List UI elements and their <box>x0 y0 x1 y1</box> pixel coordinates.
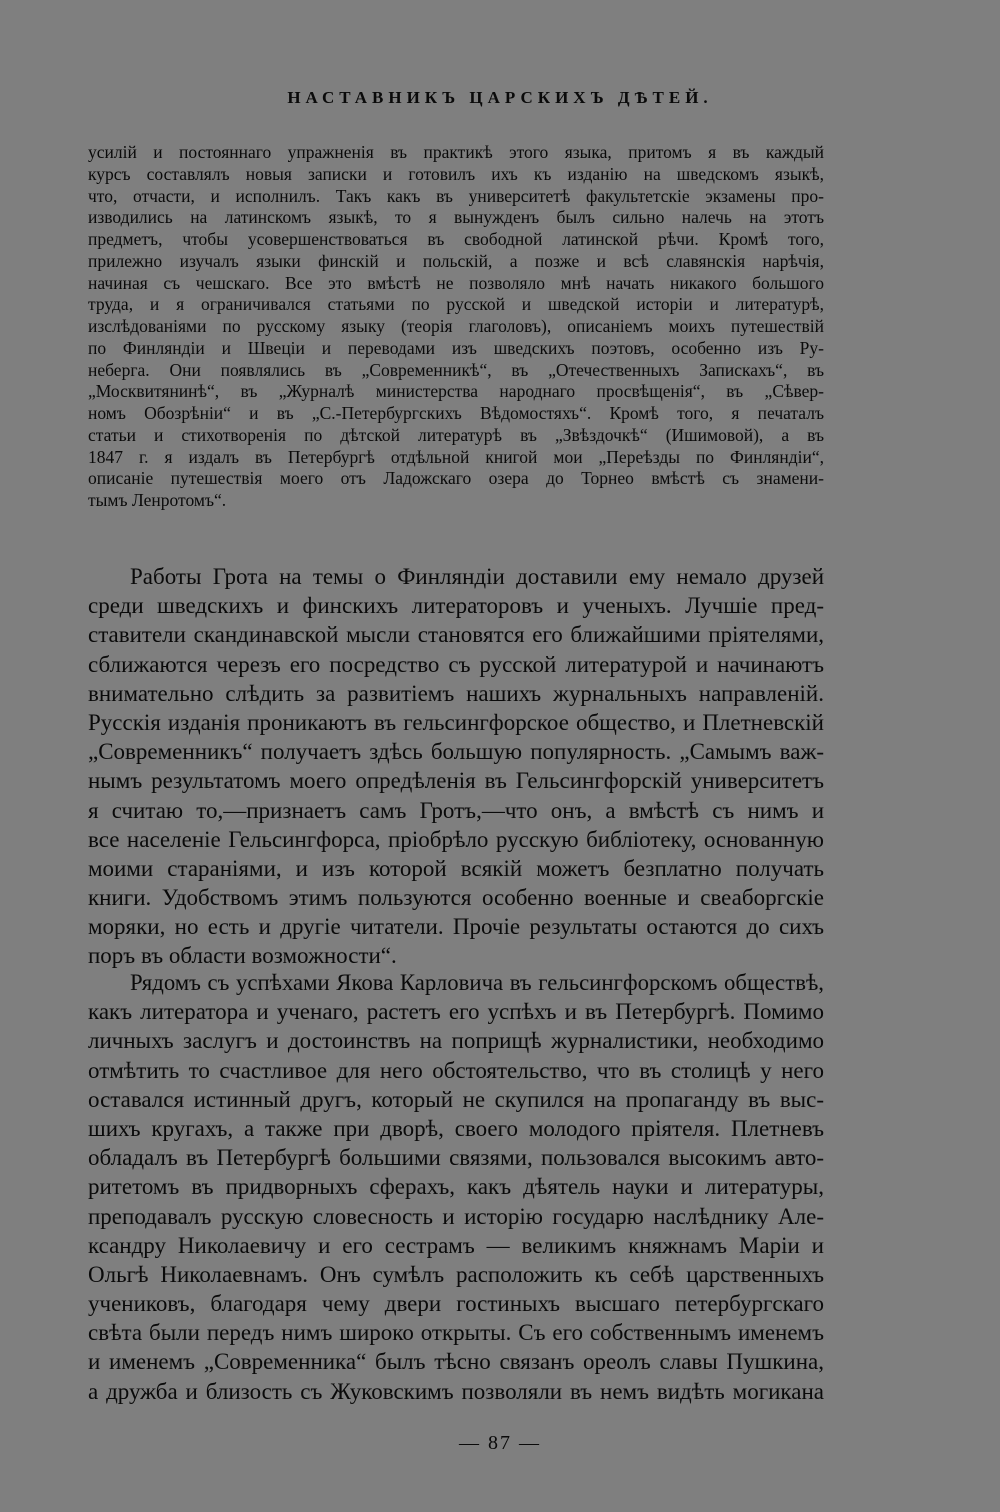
text-line: обладалъ въ Петербургѣ большими связями, пользовался высокимъ авто- <box>88 1145 824 1171</box>
text-line: среди шведскихъ и финскихъ литераторовъ и ученыхъ. Лучшіе пред- <box>88 593 824 619</box>
footnote-line: что, отчасти, и исполнилъ. Такъ какъ въ университетѣ факультетскіе экзамены про- <box>88 185 824 206</box>
footnote-line: предметъ, чтобы усовершенствоваться въ свободной латинской рѣчи. Кромѣ того, <box>88 229 824 249</box>
text-line: а дружба и близость съ Жуковскимъ позволяли въ немъ видѣть могикана <box>88 1378 824 1404</box>
text-line: Русскія изданія проникаютъ въ гельсингфорское общество, и Плетневскій <box>88 709 824 735</box>
text-line: оставался истинный другъ, который не скупился на пропаганду въ выс- <box>88 1086 824 1112</box>
footnote-line: описаніе путешествія моего отъ Ладожскаго озера до Торнео вмѣстѣ съ знамени- <box>88 468 824 489</box>
footnote-line: по Финляндіи и Швеціи и переводами изъ шведскихъ поэтовъ, особенно изъ Ру- <box>88 337 824 358</box>
text-line: преподавалъ русскую словесность и исторію государю наслѣднику Але- <box>88 1203 824 1229</box>
text-line: нымъ результатомъ моего опредѣленія въ Гельсингфорскій университетъ <box>88 768 824 794</box>
footnote-line: изслѣдованіями по русскому языку (теорія глаголовъ), описаніемъ моихъ путешествій <box>88 316 824 336</box>
footnote-line: начиная съ чешскаго. Все это вмѣстѣ не позволяло мнѣ начать никакого большого <box>88 272 824 293</box>
text-line: ритетомъ въ придворныхъ сферахъ, какъ дѣятель науки и литературы, <box>88 1174 824 1200</box>
page-number: — 87 — <box>459 1432 541 1454</box>
text-line: Работы Грота на темы о Финляндіи доставили ему немало друзей <box>130 564 824 589</box>
text-line: Рядомъ съ успѣхами Якова Карловича въ гельсингфорскомъ обществѣ, <box>130 970 824 995</box>
text-line: все населеніе Гельсингфорса, пріобрѣло русскую библіотеку, основанную <box>88 826 824 852</box>
text-line: Ольгѣ Николаевнамъ. Онъ сумѣлъ расположить къ себѣ царственныхъ <box>88 1261 824 1287</box>
footnote-line: номъ Обозрѣніи“ и въ „С.-Петербургскихъ Вѣдомостяхъ“. Кромѣ того, я печаталъ <box>88 403 824 423</box>
text-line: личныхъ заслугъ и достоинствъ на поприщѣ журналистики, необходимо <box>88 1028 824 1054</box>
footnote-line: 1847 г. я издалъ въ Петербургѣ отдѣльной книгой мои „Переѣзды по Финляндіи“, <box>88 446 824 467</box>
running-head: НАСТАВНИКЪ ЦАРСКИХЪ ДѢТЕЙ. <box>287 88 713 107</box>
text-line: ставители скандинавской мысли становятся его ближайшими пріятелями, <box>88 622 824 648</box>
text-line: ксандру Николаевичу и его сестрамъ — великимъ княжнамъ Маріи и <box>88 1232 824 1258</box>
text-line: какъ литератора и ученаго, растетъ его успѣхъ и въ Петербургѣ. Помимо <box>88 999 824 1025</box>
text-line: моими стараніями, и изъ которой всякій можетъ безплатно получать <box>88 855 824 881</box>
text-line: сближаются черезъ его посредство съ русской литературой и начинаютъ <box>88 651 824 677</box>
footnote-line: изводились на латинскомъ языкѣ, то я вынужденъ былъ сильно налечь на этотъ <box>88 207 824 228</box>
text-line: „Современникъ“ получаетъ здѣсь большую популярность. „Самымъ важ- <box>88 739 824 765</box>
text-line: учениковъ, благодаря чему двери гостиныхъ высшаго петербургскаго <box>88 1291 824 1317</box>
footnote-line: тымъ Ленротомъ“. <box>88 490 227 510</box>
text-line: шихъ кругахъ, а также при дворѣ, своего молодого пріятеля. Плетневъ <box>88 1115 824 1141</box>
text-line: и именемъ „Современника“ былъ тѣсно связанъ ореолъ славы Пушкина, <box>88 1349 824 1375</box>
footnote-line: курсъ составлялъ новыя записки и готовилъ ихъ къ изданію на шведскомъ языкѣ, <box>88 163 824 184</box>
paragraph-2 <box>88 968 824 1406</box>
text-line: книги. Удобствомъ этимъ пользуются особенно военные и свеаборгскіе <box>88 885 824 911</box>
text-line: свѣта были передъ нимъ широко открыты. Съ его собственнымъ именемъ <box>88 1320 824 1346</box>
footnote-block <box>88 142 824 512</box>
footnote-line: труда, и я ограничивался статьями по русской и шведской исторіи и литературѣ, <box>88 294 824 315</box>
text-line: моряки, но есть и другіе читатели. Прочіе результаты остаются до сихъ <box>88 914 824 940</box>
footnote-line: статьи и стихотворенія по дѣтской литературѣ въ „Звѣздочкѣ“ (Ишимовой), а въ <box>88 424 824 445</box>
paragraph-1 <box>88 562 824 971</box>
text-line: внимательно слѣдить за развитіемъ нашихъ журнальныхъ направленій. <box>88 680 824 706</box>
text-line: поръ въ области возможности“. <box>88 943 397 969</box>
footnote-line: неберга. Они появлялись въ „Современникѣ“, въ „Отечественныхъ Запискахъ“, въ <box>88 359 824 380</box>
text-line: отмѣтить то счастливое для него обстоятельство, что въ столицѣ у него <box>88 1057 824 1083</box>
footnote-line: усилій и постояннаго упражненія въ практикѣ этого языка, притомъ я въ каждый <box>88 142 824 162</box>
footnote-line: прилежно изучалъ языки финскій и польскій, а позже и всѣ славянскія нарѣчія, <box>88 250 824 271</box>
text-line: я считаю то,—признаетъ самъ Гротъ,—что онъ, а вмѣстѣ съ нимъ и <box>88 797 824 823</box>
footnote-line: „Москвитянинѣ“, въ „Журналѣ министерства народнаго просвѣщенія“, въ „Сѣвер- <box>88 381 824 402</box>
